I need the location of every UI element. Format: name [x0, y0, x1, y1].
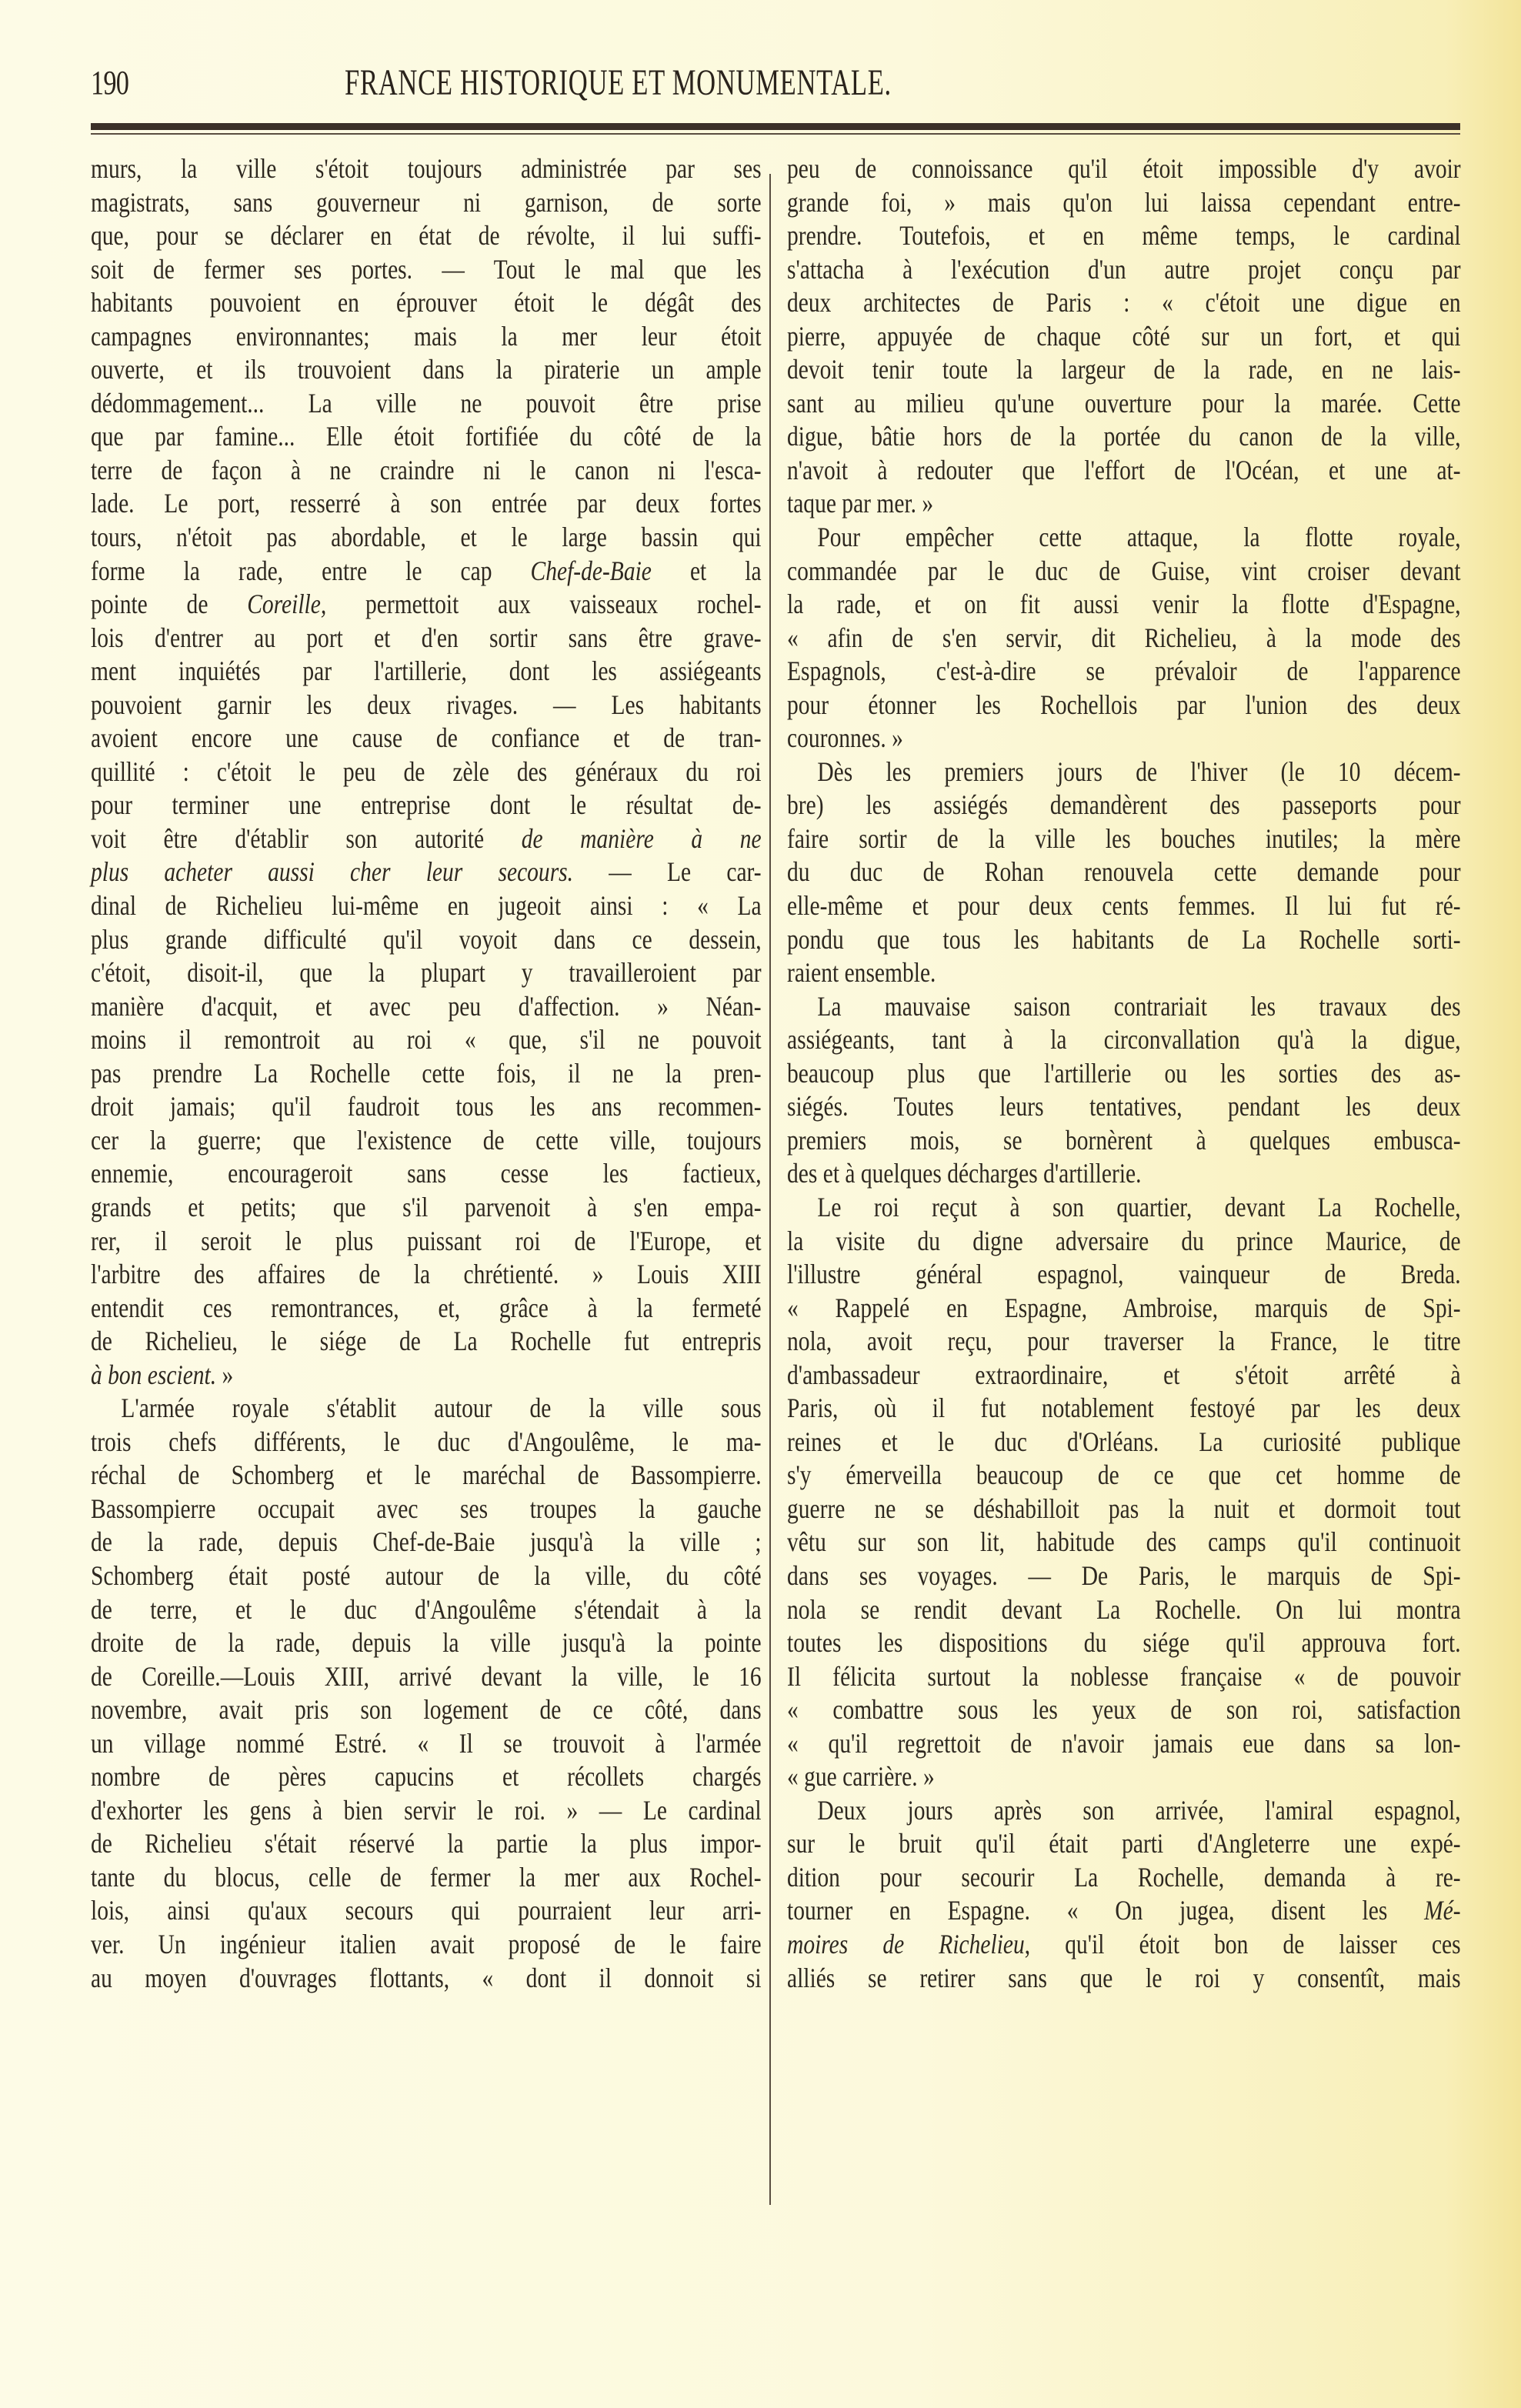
text-line: novembre, avait pris son logement de ce côté, dans — [91, 1694, 762, 1726]
text-line: peu de connoissance qu'il étoit impossible d'y avoir — [787, 153, 1461, 184]
text-line: tante du blocus, celle de fermer la mer aux Rochel- — [91, 1861, 762, 1893]
header-rule-thin — [91, 133, 1460, 135]
text-line: ver. Un ingénieur italien avait proposé de le faire — [91, 1928, 762, 1959]
text-line: Il félicita surtout la noblesse française « de pouvoir — [787, 1660, 1461, 1692]
text-line: guerre ne se déshabilloit pas la nuit et dormoit tout — [787, 1492, 1461, 1524]
text-line: prendre. Toutefois, et en même temps, le cardinal — [787, 220, 1461, 252]
text-line: elle-même et pour deux cents femmes. Il lui fut ré- — [787, 890, 1461, 922]
text-line: siégés. Toutes leurs tentatives, pendant les deux — [787, 1091, 1461, 1122]
text-line: reines et le duc d'Orléans. La curiosité publique — [787, 1426, 1461, 1457]
text-line: soit de fermer ses portes. — Tout le mal que les — [91, 253, 762, 285]
text-line: entendit ces remontrances, et, grâce à la fermeté — [91, 1292, 762, 1323]
text-line — [91, 588, 762, 622]
text-line: pouvoient garnir les deux rivages. — Les habitants — [91, 689, 762, 720]
text-line: sur le bruit qu'il était parti d'Angleterre une expé- — [787, 1828, 1461, 1859]
text-line: pour terminer une entreprise dont le résultat de- — [91, 789, 762, 821]
text-line: taque par mer. » — [787, 488, 934, 519]
text-line: murs, la ville s'étoit toujours administrée par ses — [91, 153, 762, 184]
text-line: cer la guerre; que l'existence de cette ville, toujours — [91, 1124, 762, 1156]
text-line: droite de la rade, depuis la ville jusqu'à la pointe — [91, 1627, 762, 1659]
text-line: l'illustre général espagnol, vainqueur de Breda. — [787, 1259, 1461, 1290]
text-line: la rade, et on fit aussi venir la flotte d'Espagne, — [787, 589, 1461, 620]
text-line: habitants pouvoient en éprouver étoit le dégât des — [91, 287, 762, 319]
text-line: beaucoup plus que l'artillerie ou les sorties des as- — [787, 1057, 1461, 1089]
text-line: pondu que tous les habitants de La Rochelle sorti- — [787, 923, 1461, 955]
text-line: de la rade, depuis Chef-de-Baie jusqu'à la ville ; — [91, 1526, 762, 1558]
text-line: de Coreille.—Louis XIII, arrivé devant la ville, le 16 — [91, 1660, 762, 1692]
text-line: digue, bâtie hors de la portée du canon de la ville, — [787, 421, 1461, 452]
text-line: lade. Le port, resserré à son entrée par deux fortes — [91, 488, 762, 519]
text-line: sant au milieu qu'une ouverture pour la marée. Cette — [787, 387, 1461, 419]
text-line: quillité : c'étoit le peu de zèle des généraux du roi — [91, 755, 762, 787]
text-line: trois chefs différents, le duc d'Angoulême, le ma- — [91, 1426, 762, 1457]
text-line: premiers mois, se bornèrent à quelques embusca- — [787, 1124, 1461, 1156]
header-rule-thick — [91, 123, 1460, 130]
text-line: « combattre sous les yeux de son roi, satisfaction — [787, 1694, 1461, 1726]
text-line: droit jamais; qu'il faudroit tous les ans recommen- — [91, 1091, 762, 1122]
column-divider — [769, 174, 771, 2205]
right-column — [787, 152, 1461, 1995]
text-line: commandée par le duc de Guise, vint croiser devant — [787, 555, 1461, 586]
text-line: terre de façon à ne craindre ni le canon ni l'esca- — [91, 454, 762, 485]
text-line: Bassompierre occupait avec ses troupes la gauche — [91, 1492, 762, 1524]
text-line: dédommagement... La ville ne pouvoit être prise — [91, 387, 762, 419]
page-number: 190 — [91, 64, 129, 102]
page-header — [91, 60, 1445, 106]
text-line: « afin de s'en servir, dit Richelieu, à la mode des — [787, 622, 1461, 653]
text-line: s'attacha à l'exécution d'un autre projet conçu par — [787, 253, 1461, 285]
text-segment: — Le car- — [573, 856, 762, 888]
text-line: de terre, et le duc d'Angoulême s'étendait à la — [91, 1593, 762, 1625]
text-segment: et la — [651, 555, 762, 586]
text-line: d'exhorter les gens à bien servir le roi. » — Le cardinal — [91, 1794, 762, 1826]
text-line: La mauvaise saison contrariait les travaux des — [817, 990, 1461, 1022]
italic-segment: plus acheter aussi cher leur secours. — [91, 856, 574, 888]
text-line: rer, il seroit le plus puissant roi de l'Europe, et — [91, 1225, 762, 1256]
text-segment: , qu'il étoit bon de laisser ces — [1024, 1928, 1461, 1959]
running-title: FRANCE HISTORIQUE ET MONUMENTALE. — [345, 62, 892, 103]
italic-segment: Coreille, — [247, 589, 327, 620]
text-line: pierre, appuyée de chaque côté sur un fort, et qui — [787, 320, 1461, 352]
text-line: que, pour se déclarer en état de révolte, il lui suffi- — [91, 220, 762, 252]
text-line: nombre de pères capucins et récollets chargés — [91, 1761, 762, 1793]
italic-segment: à bon escient. — [91, 1359, 217, 1390]
text-line: moins il remontroit au roi « que, s'il ne pouvoit — [91, 1024, 762, 1056]
text-line: grande foi, » mais qu'on lui laissa cependant entre- — [787, 186, 1461, 218]
text-line — [787, 1894, 1461, 1928]
text-line: « qu'il regrettoit de n'avoir jamais eue dans sa lon- — [787, 1727, 1461, 1759]
text-segment: permettoit aux vaisseaux rochel- — [326, 589, 762, 620]
text-line: Schomberg était posté autour de la ville, du côté — [91, 1559, 762, 1591]
text-line: faire sortir de la ville les bouches inutiles; la mère — [787, 822, 1461, 854]
italic-segment: Chef-de-Baie — [530, 555, 652, 586]
text-line: Paris, où il fut notablement festoyé par les deux — [787, 1392, 1461, 1424]
text-line: Dès les premiers jours de l'hiver (le 10 décem- — [817, 755, 1461, 787]
text-line: devoit tenir toute la largeur de la rade, en ne lais- — [787, 354, 1461, 385]
text-line: « Rappelé en Espagne, Ambroise, marquis de Spi- — [787, 1292, 1461, 1323]
text-line: s'y émerveilla beaucoup de ce que cet homme de — [787, 1459, 1461, 1491]
text-segment: » — [216, 1359, 234, 1390]
text-line: couronnes. » — [787, 722, 903, 754]
text-line: c'étoit, disoit-il, que la plupart y travailleroient par — [91, 957, 762, 989]
italic-segment: Mé- — [1424, 1895, 1461, 1926]
text-line: grands et petits; que s'il parvenoit à s'en empa- — [91, 1191, 762, 1222]
text-line: avoient encore une cause de confiance et de tran- — [91, 722, 762, 754]
text-line: de Richelieu, le siége de La Rochelle fut entrepris — [91, 1326, 762, 1357]
text-line: pas prendre La Rochelle cette fois, il ne la pren- — [91, 1057, 762, 1089]
text-line: nola se rendit devant La Rochelle. On lui montra — [787, 1593, 1461, 1625]
text-line — [91, 822, 762, 856]
text-line — [91, 1359, 762, 1392]
text-line: Pour empêcher cette attaque, la flotte royale, — [817, 522, 1461, 553]
italic-segment: moires de Richelieu — [787, 1928, 1025, 1959]
text-line: raient ensemble. — [787, 957, 936, 989]
text-line — [91, 555, 762, 589]
text-line: des et à quelques décharges d'artillerie. — [787, 1158, 1142, 1189]
text-line: ennemie, encourageroit sans cesse les factieux, — [91, 1158, 762, 1189]
text-line: un village nommé Estré. « Il se trouvoit à l'armée — [91, 1727, 762, 1759]
text-line: d'ambassadeur extraordinaire, et s'étoit arrêté à — [787, 1359, 1461, 1390]
text-line: du duc de Rohan renouvela cette demande pour — [787, 856, 1461, 888]
text-segment: tourner en Espagne. « On jugea, disent les — [787, 1895, 1425, 1926]
text-line: n'avoit à redouter que l'effort de l'Océan, et une at- — [787, 454, 1461, 485]
text-line: de Richelieu s'était réservé la partie la plus impor- — [91, 1828, 762, 1859]
text-line: campagnes environnantes; mais la mer leur étoit — [91, 320, 762, 352]
text-line: nola, avoit reçu, pour traverser la France, le titre — [787, 1326, 1461, 1357]
text-line: réchal de Schomberg et le maréchal de Bassompierre. — [91, 1459, 762, 1491]
text-line: tours, n'étoit pas abordable, et le large bassin qui — [91, 522, 762, 553]
text-line: dinal de Richelieu lui-même en jugeoit ainsi : « La — [91, 890, 762, 922]
text-segment: pointe de — [91, 589, 248, 620]
text-line: Le roi reçut à son quartier, devant La Rochelle, — [817, 1191, 1461, 1222]
text-line: la visite du digne adversaire du prince Maurice, de — [787, 1225, 1461, 1256]
text-line: vêtu sur son lit, habitude des camps qu'il continuoit — [787, 1526, 1461, 1558]
text-line: manière d'acquit, et avec peu d'affection. » Néan- — [91, 990, 762, 1022]
text-line: au moyen d'ouvrages flottants, « dont il donnoit si — [91, 1962, 762, 1993]
italic-segment: de manière à ne — [521, 822, 762, 854]
text-line: magistrats, sans gouverneur ni garnison, de sorte — [91, 186, 762, 218]
text-line: plus grande difficulté qu'il voyoit dans ce dessein, — [91, 923, 762, 955]
text-line: toutes les dispositions du siége qu'il approuva fort. — [787, 1627, 1461, 1659]
text-line: dans ses voyages. — De Paris, le marquis de Spi- — [787, 1559, 1461, 1591]
text-line: Espagnols, c'est-à-dire se prévaloir de l'apparence — [787, 655, 1461, 687]
text-line: bre) les assiégés demandèrent des passeports pour — [787, 789, 1461, 821]
text-line: que par famine... Elle étoit fortifiée du côté de la — [91, 421, 762, 452]
text-line: l'arbitre des affaires de la chrétienté. » Louis XIII — [91, 1259, 762, 1290]
text-line: Deux jours après son arrivée, l'amiral espagnol, — [817, 1794, 1461, 1826]
text-line: lois, ainsi qu'aux secours qui pourraient leur arri- — [91, 1895, 762, 1926]
left-column — [91, 152, 762, 1995]
text-line: lois d'entrer au port et d'en sortir sans être grave- — [91, 622, 762, 653]
text-line: alliés se retirer sans que le roi y consentît, mais — [787, 1962, 1461, 1993]
text-line: « gue carrière. » — [787, 1761, 935, 1793]
text-line: L'armée royale s'établit autour de la ville sous — [121, 1392, 762, 1424]
text-line: ouverte, et ils trouvoient dans la piraterie un ample — [91, 354, 762, 385]
text-line — [91, 855, 762, 889]
text-line: assiégeants, tant à la circonvallation qu'à la digue, — [787, 1024, 1461, 1056]
text-line: deux architectes de Paris : « c'étoit une digue en — [787, 287, 1461, 319]
text-segment: forme la rade, entre le cap — [91, 555, 531, 586]
text-line: ment inquiétés par l'artillerie, dont les assiégeants — [91, 655, 762, 687]
text-line — [787, 1928, 1461, 1962]
text-line: dition pour secourir La Rochelle, demanda à re- — [787, 1861, 1461, 1893]
text-line: pour étonner les Rochellois par l'union des deux — [787, 689, 1461, 720]
text-segment: voit être d'établir son autorité — [91, 822, 522, 854]
